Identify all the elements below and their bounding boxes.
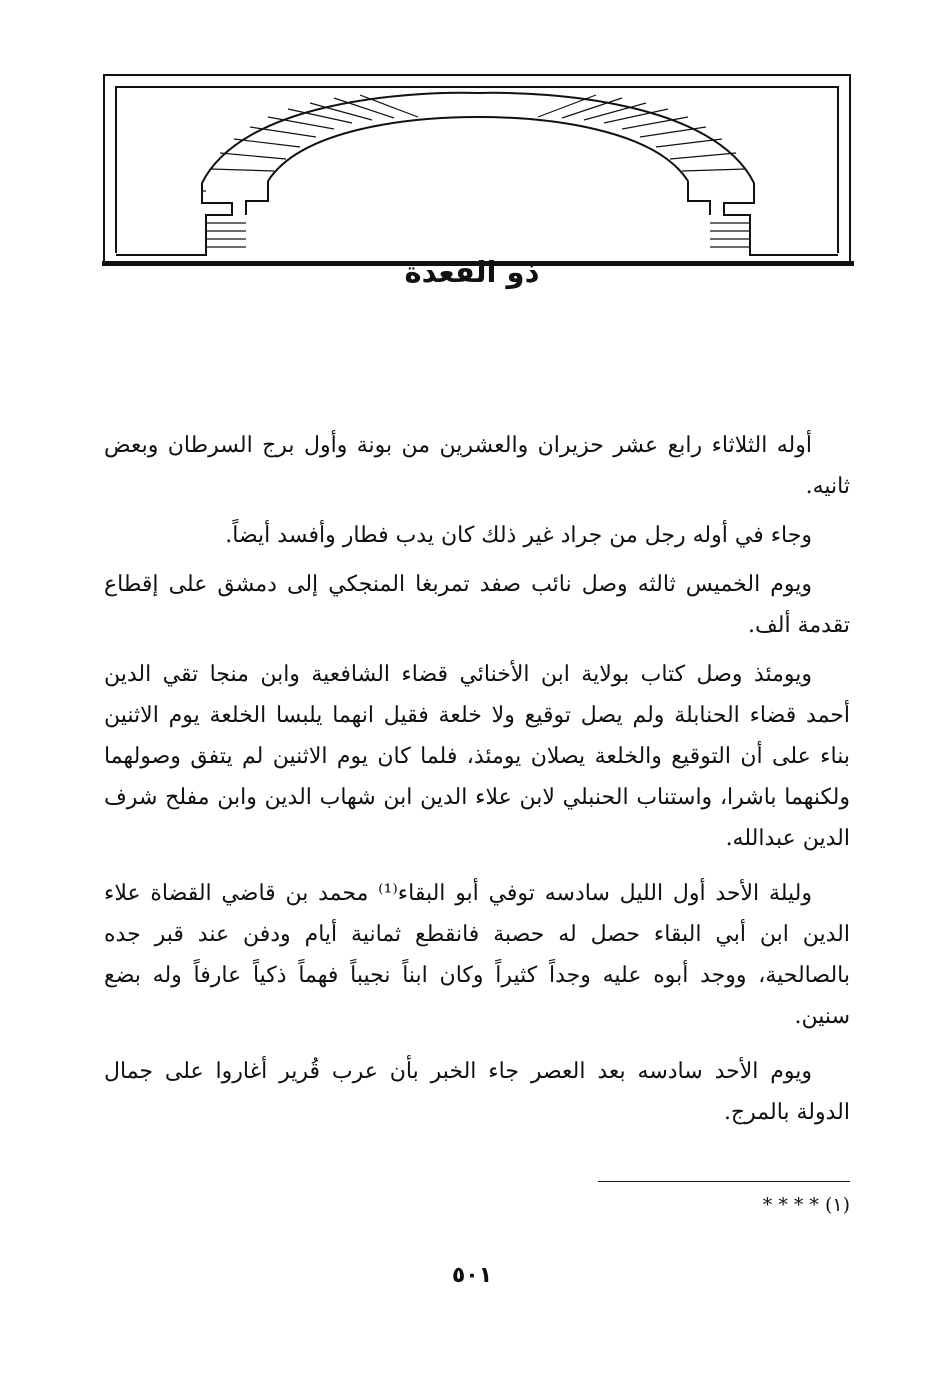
paragraph: ويومئذ وصل كتاب بولاية ابن الأخنائي قضاء الشافعية وابن منجا تقي الدين أحمد قضاء الحنابلة ولم يصل توقيع ولا خلعة فقيل انهما يلبسا الخلعة يوم الاثنين بناء على أن التوقيع والخلعة يصلان يومئذ، فلما كان يوم الاثنين لم يتفق وصولهما ولكنهما باشرا، واستناب الحنبلي لابن علاء الدين ابن شهاب الدين وابن مفلح شرف الدين عبدالله. xyxy=(104,662,850,851)
page-number: ٥٠١ xyxy=(451,1263,493,1288)
footnote-separator xyxy=(598,1181,850,1182)
body-text xyxy=(104,425,850,1141)
footnote: (١) * * * * xyxy=(762,1194,850,1216)
paragraph: ويوم الخميس ثالثه وصل نائب صفد تمربغا المنجكي إلى دمشق على إقطاع تقدمة ألف. xyxy=(104,572,850,638)
chapter-header-ornament xyxy=(102,73,854,273)
paragraph: ويوم الأحد سادسه بعد العصر جاء الخبر بأن عرب قُرير أغاروا على جمال الدولة بالمرج. xyxy=(104,1059,850,1125)
paragraph: أوله الثلاثاء رابع عشر حزيران والعشرين من بونة وأول برج السرطان وبعض ثانيه. xyxy=(104,433,850,499)
paragraph: وجاء في أوله رجل من جراد غير ذلك كان يدب فطار وأفسد أيضاً. xyxy=(225,523,812,548)
paragraph: وليلة الأحد أول الليل سادسه توفي أبو البقاء⁽¹⁾ محمد بن قاضي القضاة علاء الدين ابن أبي البقاء حصل له حصبة فانقطع ثمانية أيام ودفن عند قبر جده بالصالحية، ووجد أبوه عليه وجداً كثيراً وكان ابناً نجيباً فهماً ذكياً عارفاً وله بضع سنين. xyxy=(104,881,850,1029)
chapter-title: ذو القعدة xyxy=(404,255,540,289)
